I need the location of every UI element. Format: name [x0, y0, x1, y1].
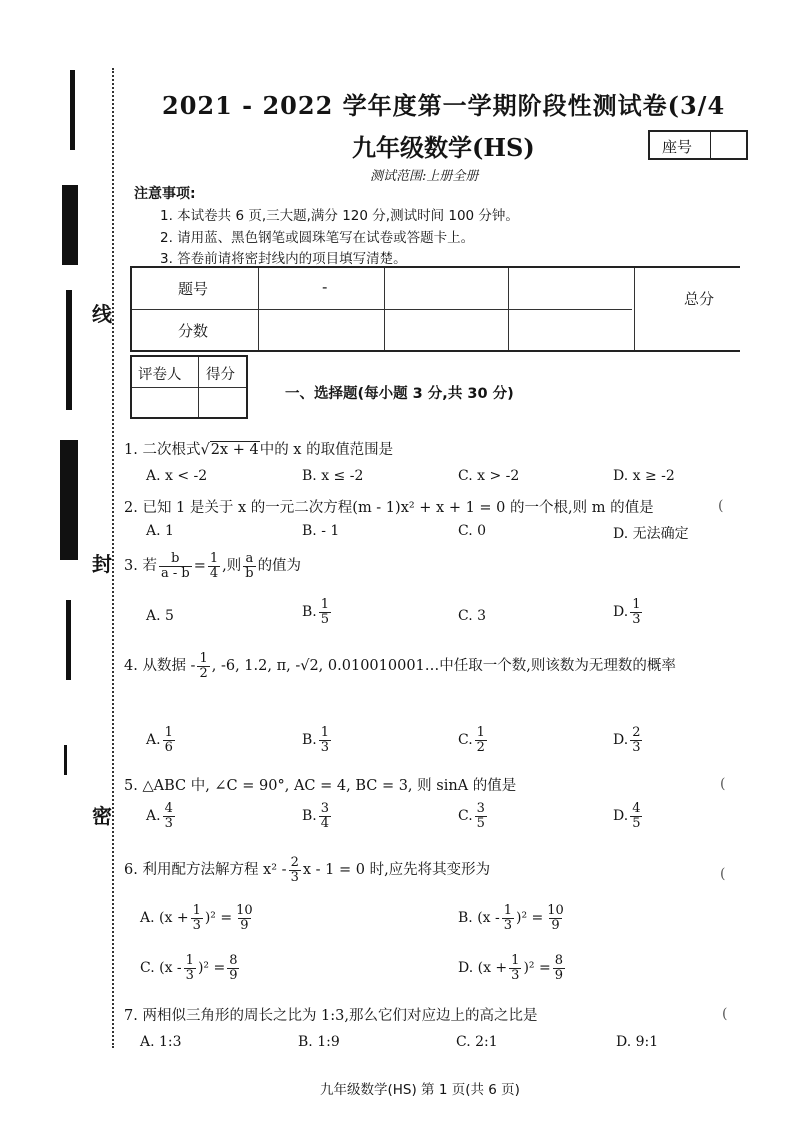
answer-bracket: (: [720, 866, 726, 882]
score-total-label: 总分: [684, 290, 715, 308]
question-7: 7. 两相似三角形的周长之比为 1:3,那么它们对应边上的高之比是: [124, 1008, 538, 1024]
section-title: 一、选择题(每小题 3 分,共 30 分): [285, 386, 514, 402]
exam-title: 2021 - 2022 学年度第一学期阶段性测试卷(3/4: [162, 91, 726, 120]
page-footer: 九年级数学(HS) 第 1 页(共 6 页): [320, 1082, 520, 1098]
question-2: 2. 已知 1 是关于 x 的一元二次方程(m - 1)x² + x + 1 = 0 的一个根,则 m 的值是: [124, 500, 654, 516]
seal-dotted-line: [112, 68, 114, 1048]
exam-scope: 测试范围:上册全册: [370, 169, 479, 184]
question-3: 3. 若 $\frac{b}{a - b}$ = $\frac{1}{4}$ ,则 $\frac{a}{b}$ 的值为: [124, 551, 302, 581]
note-item: 3. 答卷前请将密封线内的项目填写清楚。: [160, 251, 407, 267]
q1-option-a[interactable]: A. x < -2: [146, 468, 208, 484]
q3-option-d[interactable]: D. $\frac{1}{3}$: [613, 597, 641, 627]
score-row-label-score: 分数: [178, 322, 209, 340]
seal-char-secret: 密: [92, 804, 112, 828]
q6-option-a[interactable]: A. (x + $\frac{1}{3}$ )² = $\frac{10}{9}$: [140, 903, 253, 933]
q3-option-c[interactable]: C. 3: [458, 608, 487, 624]
q5-option-b[interactable]: B. $\frac{3}{4}$: [302, 801, 330, 831]
q5-option-c[interactable]: C. $\frac{3}{5}$: [458, 801, 485, 831]
margin-mark: [60, 440, 78, 560]
seal-char-line: 线: [92, 302, 112, 326]
question-6: 6. 利用配方法解方程 x² - $\frac{2}{3}$ x - 1 = 0 时,应先将其变形为: [124, 855, 491, 885]
question-1: 1. 二次根式√2x + 4中的 x 的取值范围是: [124, 442, 394, 458]
q6-option-b[interactable]: B. (x - $\frac{1}{3}$ )² = $\frac{10}{9}$: [458, 903, 564, 933]
q1-option-d[interactable]: D. x ≥ -2: [613, 468, 675, 484]
q2-option-a[interactable]: A. 1: [146, 523, 174, 539]
exam-subject: 九年级数学(HS): [352, 133, 535, 162]
q1-option-c[interactable]: C. x > -2: [458, 468, 520, 484]
q6-option-d[interactable]: D. (x + $\frac{1}{3}$ )² = $\frac{8}{9}$: [458, 953, 563, 983]
q3-option-a[interactable]: A. 5: [146, 608, 174, 624]
q7-option-a[interactable]: A. 1:3: [140, 1034, 182, 1050]
q7-option-c[interactable]: C. 2:1: [456, 1034, 498, 1050]
score-table: [130, 266, 740, 352]
q4-option-a[interactable]: A. $\frac{1}{6}$: [146, 725, 173, 755]
grader-table: [130, 355, 248, 419]
note-item: 1. 本试卷共 6 页,三大题,满分 120 分,测试时间 100 分钟。: [160, 208, 519, 224]
q3-option-b[interactable]: B. $\frac{1}{5}$: [302, 597, 330, 627]
q2-option-d[interactable]: D. 无法确定: [613, 526, 689, 542]
question-4: 4. 从数据 - $\frac{1}{2}$ , -6, 1.2, π, -√2, 0.010010001…中任取一个数,则该数为无理数的概率: [124, 651, 676, 681]
note-item: 2. 请用蓝、黑色钢笔或圆珠笔写在试卷或答题卡上。: [160, 230, 475, 246]
q1-option-b[interactable]: B. x ≤ -2: [302, 468, 364, 484]
seal-char-seal: 封: [92, 552, 112, 576]
seat-label: 座号: [662, 138, 693, 156]
margin-mark: [64, 745, 67, 775]
q4-option-b[interactable]: B. $\frac{1}{3}$: [302, 725, 330, 755]
answer-bracket: (: [722, 1006, 728, 1022]
question-5: 5. △ABC 中, ∠C = 90°, AC = 4, BC = 3, 则 sinA 的值是: [124, 778, 517, 794]
q7-option-b[interactable]: B. 1:9: [298, 1034, 340, 1050]
grader-label: 评卷人: [138, 367, 182, 383]
answer-bracket: (: [720, 776, 726, 792]
q2-option-c[interactable]: C. 0: [458, 523, 487, 539]
q5-option-d[interactable]: D. $\frac{4}{5}$: [613, 801, 641, 831]
score-col-1: -: [322, 278, 328, 296]
seat-number-box[interactable]: [648, 130, 748, 160]
margin-mark: [66, 290, 72, 410]
score-row-label-question: 题号: [178, 280, 209, 298]
notes-title: 注意事项:: [134, 186, 196, 202]
margin-mark: [66, 600, 71, 680]
q5-option-a[interactable]: A. $\frac{4}{3}$: [146, 801, 173, 831]
margin-mark: [62, 185, 78, 265]
q4-option-c[interactable]: C. $\frac{1}{2}$: [458, 725, 485, 755]
q4-option-d[interactable]: D. $\frac{2}{3}$: [613, 725, 641, 755]
answer-bracket: (: [718, 498, 724, 514]
q6-option-c[interactable]: C. (x - $\frac{1}{3}$ )² = $\frac{8}{9}$: [140, 953, 238, 983]
q2-option-b[interactable]: B. - 1: [302, 523, 340, 539]
margin-mark: [70, 70, 75, 150]
q7-option-d[interactable]: D. 9:1: [616, 1034, 659, 1050]
grader-score-label: 得分: [206, 367, 235, 383]
